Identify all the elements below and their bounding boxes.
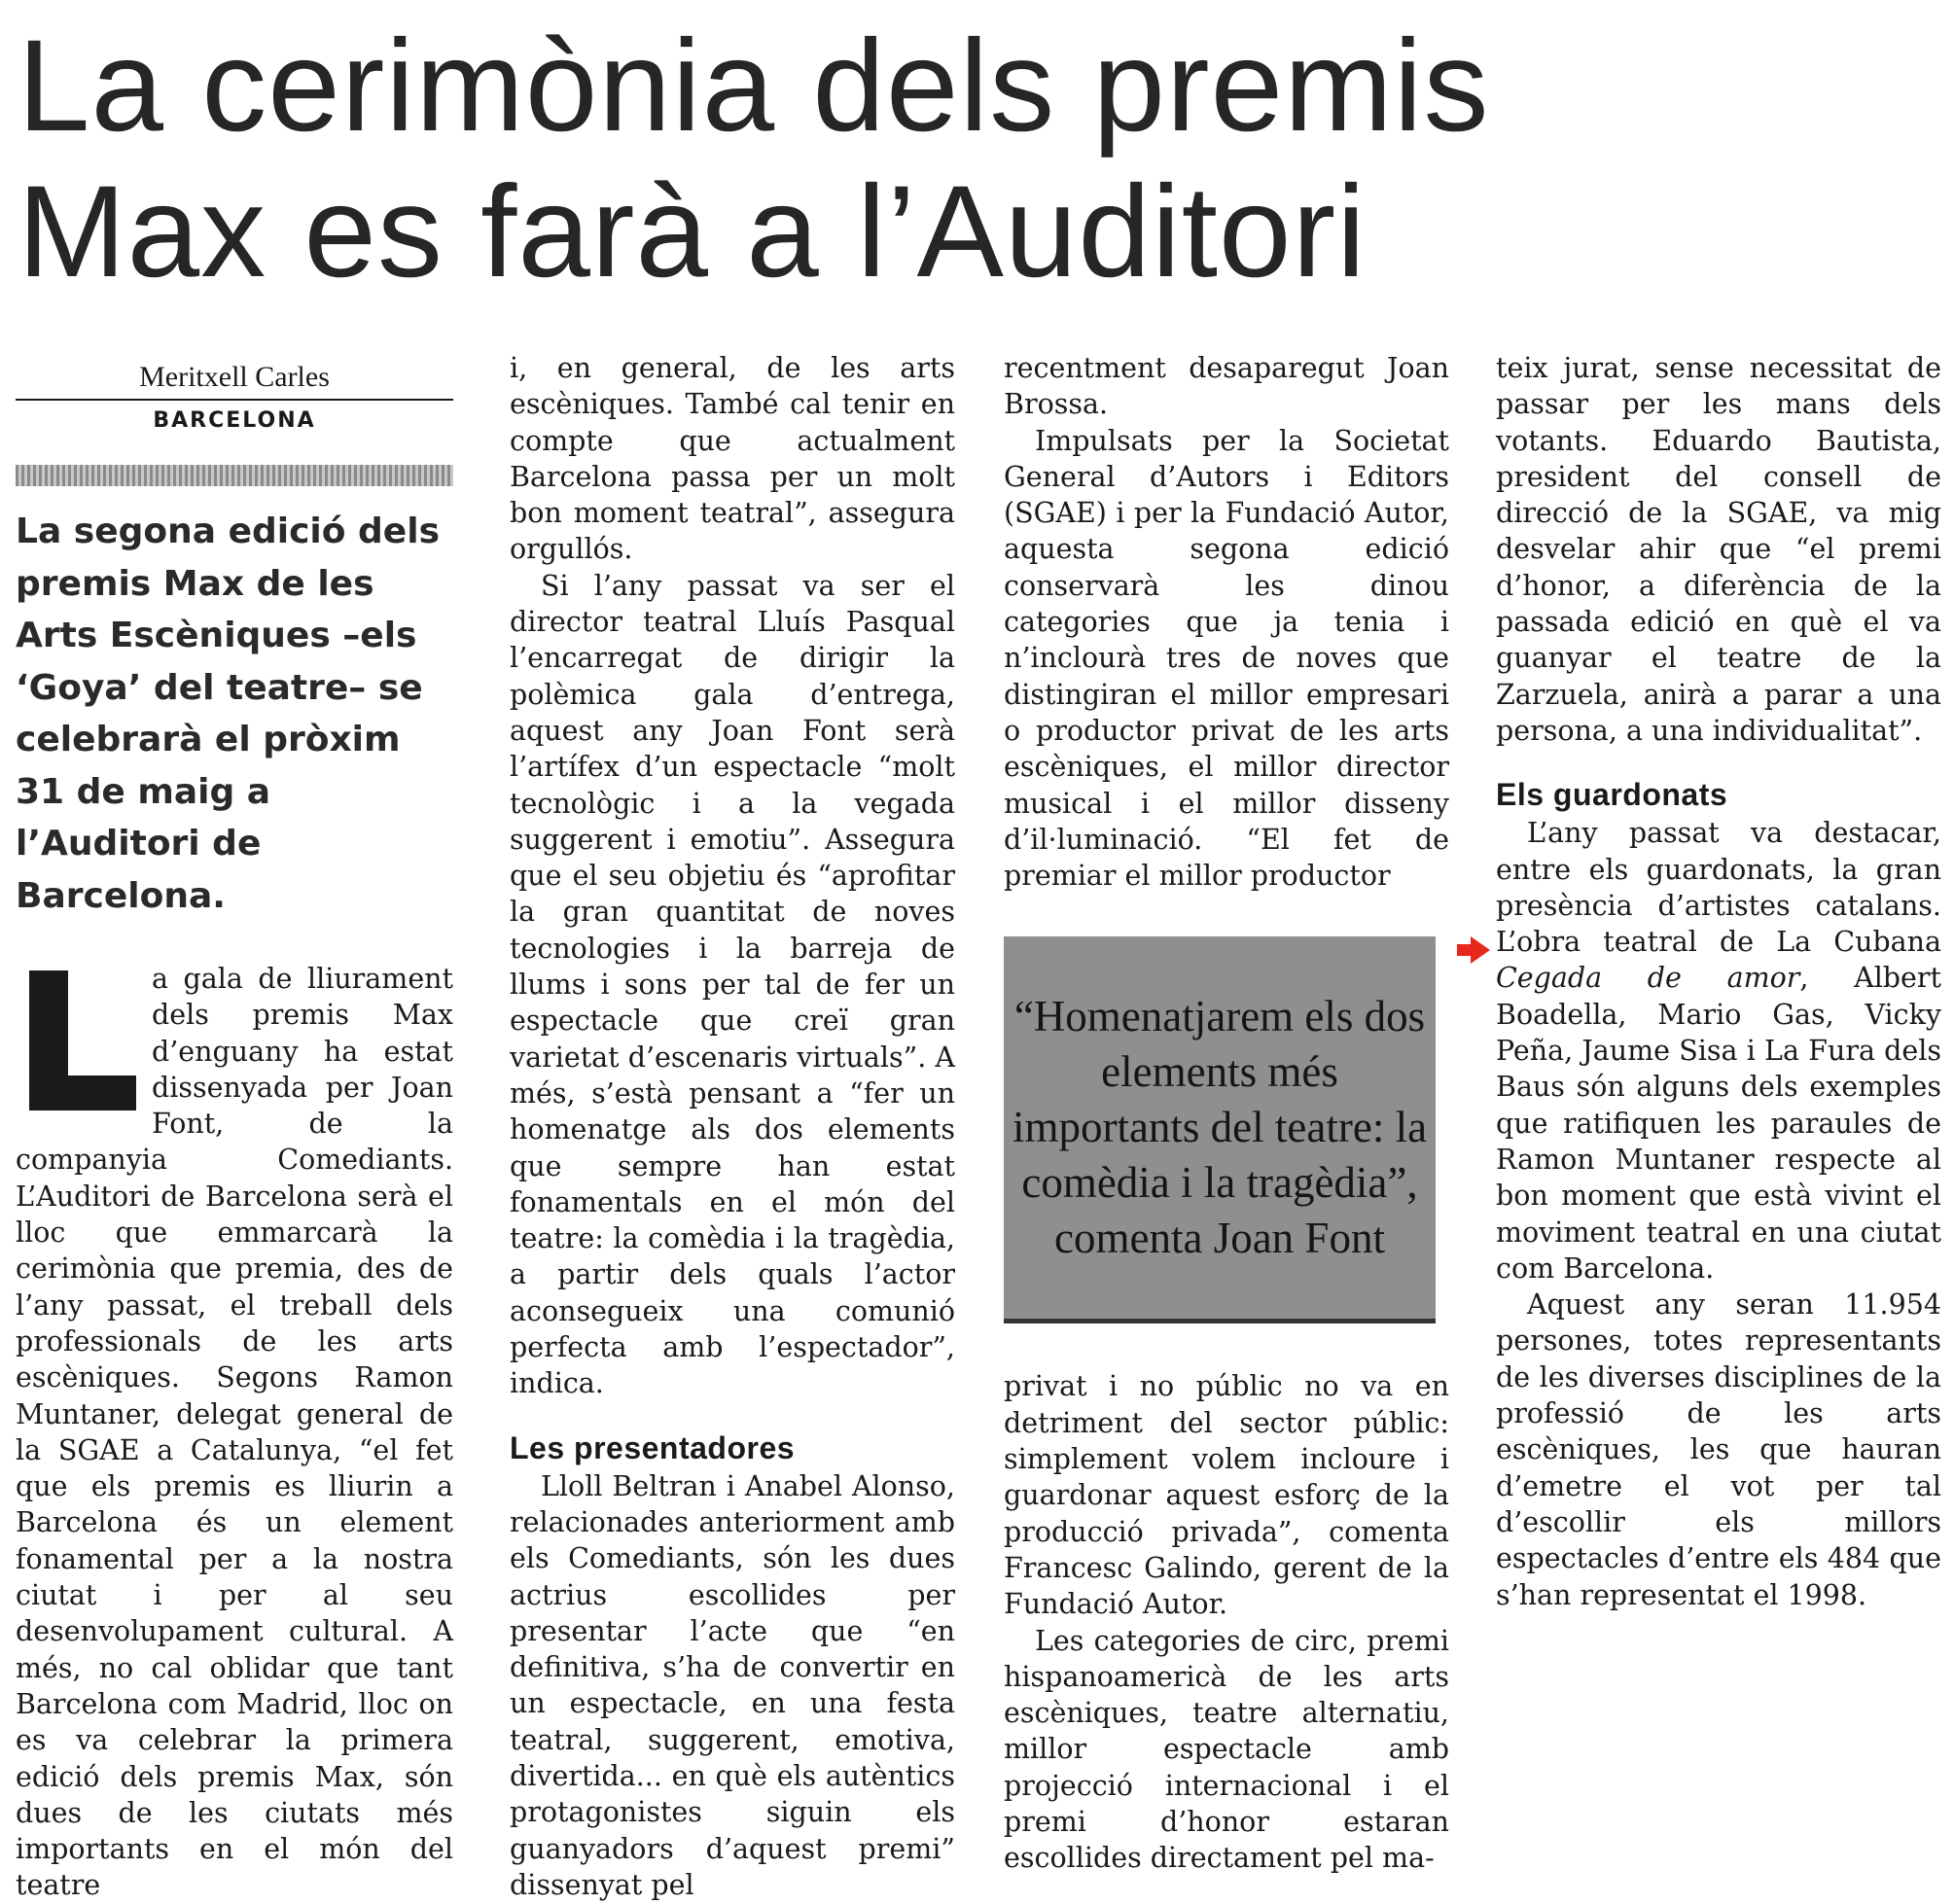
headline-line-1: La cerimònia dels premis bbox=[18, 14, 1490, 159]
pullquote-text: “Homenatjarem els dos elements més importants del teatre: la comèdia i la tragèdia”, comenta Joan Font bbox=[1012, 992, 1428, 1263]
text-run: L’any passat va destacar, entre els guardonats, la gran presència d’artistes catalans. L’obra teatral de La Cubana bbox=[1496, 817, 1941, 959]
headline bbox=[18, 14, 1924, 305]
pullquote-box bbox=[1004, 936, 1436, 1323]
byline-rule bbox=[16, 399, 453, 401]
text-run: , Albert Boadella, Mario Gas, Vicky Peña, Jaume Sisa i La Fura dels Baus són alguns dels exemples que ratifiquen les paraules de Ramon Muntaner respecte al bon moment que està vivint el moviment teatral en una ciutat com Barcelona. bbox=[1496, 962, 1941, 1285]
dropcap-L-icon bbox=[16, 970, 136, 1111]
body-paragraph: privat i no públic no va en detriment del sector públic: simplement volem incloure i guardonar aquest esforç de la producció privada”, comenta Francesc Galindo, gerent de la Fundació Autor. bbox=[1004, 1370, 1449, 1621]
body-paragraph bbox=[1496, 815, 1941, 1287]
body-paragraph: a gala de lliurament dels premis Max d’enguany ha estat dissenyada per Joan Font, de la companyia Comediants. L’Auditori de Barcelona serà el lloc que emmarcarà la cerimònia que premia, des de l’any passat, el treball dels professionals de les arts escèniques. Segons Ramon Muntaner, delegat general de la SGAE a Catalunya, “el fet que els premis es lliurin a Barcelona és un element fonamental per a la nostra ciutat i per al seu desenvolupament cultural. A més, no cal oblidar que tant Barcelona com Madrid, lloc on es va celebrar la primera edició dels premis Max, són dues de les ciutats més importants en el món del teatre bbox=[16, 963, 453, 1902]
byline-city: BARCELONA bbox=[153, 408, 316, 433]
column-1 bbox=[16, 350, 453, 1904]
body-paragraph: i, en general, de les arts escèniques. També cal tenir en compte que actualment Barcelona passa per un molt bon moment teatral”, assegura orgullós. bbox=[510, 352, 955, 566]
decorative-stripe bbox=[16, 465, 453, 486]
body-paragraph: Si l’any passat va ser el director teatral Lluís Pasqual l’encarregat de dirigir la polèmica gala d’entrega, aquest any Joan Font serà l’artífex d’un espectacle “molt tecnològic i a la vegada suggerent i emotiu”. Assegura que el seu objetiu és “aprofitar la gran quantitat de noves tecnologies i la barreja de llums i sons per tal de fer un espectacle que creï gran varietat d’escenaris virtuals”. A més, s’està pensant a “fer un homenatge als dos elements que sempre han estat fonamentals en el món del teatre: la comèdia i la tragèdia, a partir dels quals l’actor aconsegueix una comunió perfecta amb l’espectador”, indica. bbox=[510, 569, 955, 1400]
body-paragraph: Lloll Beltran i Anabel Alonso, relacionades anteriorment amb els Comediants, són les dues actrius escollides per presentar l’acte que “en definitiva, s’ha de convertir en un espectacle, en una festa teatral, suggerent, emotiva, divertida... en què els autèntics protagonistes siguin els guanyadors d’aquest premi” dissenyat pel bbox=[510, 1469, 955, 1901]
arrow-head bbox=[1471, 936, 1490, 964]
subhead-presentadores: Les presentadores bbox=[510, 1429, 796, 1465]
subhead-guardonats: Els guardonats bbox=[1496, 777, 1728, 813]
dropcap-foot bbox=[29, 1075, 136, 1111]
column-3 bbox=[1004, 350, 1449, 1877]
headline-line-2: Max es farà a l’Auditori bbox=[18, 159, 1367, 304]
red-arrow-right-icon bbox=[1457, 936, 1492, 964]
body-paragraph: Les categories de circ, premi hispanoamericà de les arts escèniques, teatre alternatiu, millor espectacle amb projecció internacional i el premi d’honor estaran escollides directament pel ma- bbox=[1004, 1624, 1449, 1875]
work-title: Cegada de amor bbox=[1496, 962, 1800, 995]
column-4 bbox=[1496, 350, 1941, 1613]
byline-author: Meritxell Carles bbox=[139, 361, 330, 393]
body-paragraph: Aquest any seran 11.954 persones, totes representants de les diverses disciplines de la professió de les arts escèniques, les que hauran d’emetre el vot per tal d’escollir els millors espectacles d’entre els 484 que s’han representat el 1998. bbox=[1496, 1288, 1941, 1611]
body-paragraph: Impulsats per la Societat General d’Autors i Editors (SGAE) i per la Fundació Autor, aquesta segona edició conservarà les dinou categories que ja tenia i n’inclourà tres de noves que distingiran el millor empresari o productor privat de les arts escèniques, el millor director musical i el millor disseny d’il·luminació. “El fet de premiar el millor productor bbox=[1004, 424, 1449, 893]
body-paragraph: teix jurat, sense necessitat de passar per les mans dels votants. Eduardo Bautista, president del consell de direcció de la SGAE, va mig desvelar ahir que “el premi d’honor, a diferència de la passada edició en què el va guanyar el teatre de la Zarzuela, anirà a parar a una persona, a una individualitat”. bbox=[1496, 352, 1941, 747]
lead-paragraph: La segona edició dels premis Max de les Arts Escèniques –els ‘Goya’ del teatre– se celebrarà el pròxim 31 de maig a l’Auditori de Barcelona. bbox=[16, 511, 440, 916]
column-2 bbox=[510, 350, 955, 1903]
body-paragraph: recentment desaparegut Joan Brossa. bbox=[1004, 352, 1449, 421]
